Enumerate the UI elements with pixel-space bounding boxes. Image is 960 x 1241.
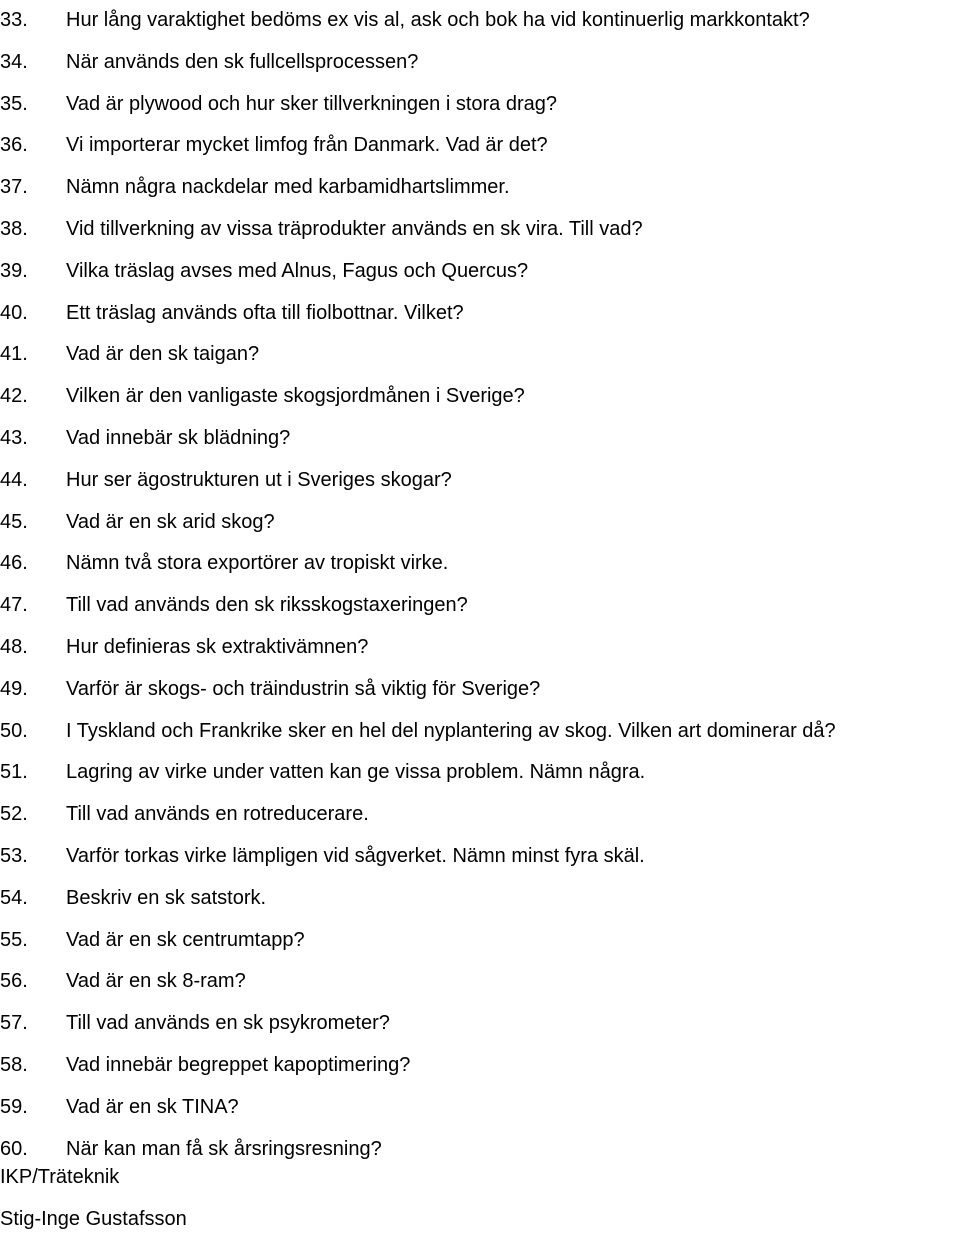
question-text: Lagring av virke under vatten kan ge vissa problem. Nämn några. xyxy=(66,761,646,784)
question-text: Vilken är den vanligaste skogsjordmånen i Sverige? xyxy=(66,385,525,408)
question-text: Vi importerar mycket limfog från Danmark. Vad är det? xyxy=(66,134,548,157)
question-text: Till vad används den sk riksskogstaxeringen? xyxy=(66,594,468,617)
question-text: Vad är plywood och hur sker tillverkningen i stora drag? xyxy=(66,92,557,115)
question-number: 55. xyxy=(0,928,28,951)
question-item xyxy=(0,878,960,920)
question-text: Vad är den sk taigan? xyxy=(66,343,260,366)
question-number: 52. xyxy=(0,803,28,826)
question-text: Vad är en sk centrumtapp? xyxy=(66,928,305,951)
question-item xyxy=(0,418,960,460)
question-number: 35. xyxy=(0,92,28,115)
question-number: 38. xyxy=(0,217,28,240)
question-number: 48. xyxy=(0,635,28,658)
question-item xyxy=(0,460,960,502)
question-text: Vilka träslag avses med Alnus, Fagus och Quercus? xyxy=(66,259,529,282)
question-number: 54. xyxy=(0,886,28,909)
question-number: 36. xyxy=(0,134,28,157)
question-text: Hur ser ägostrukturen ut i Sveriges skogar? xyxy=(66,468,452,491)
question-item xyxy=(0,502,960,544)
question-text: Nämn två stora exportörer av tropiskt virke. xyxy=(66,552,449,575)
question-item xyxy=(0,627,960,669)
question-number: 42. xyxy=(0,385,28,408)
question-text: Ett träslag används ofta till fiolbottnar. Vilket? xyxy=(66,301,464,324)
question-number: 57. xyxy=(0,1012,28,1035)
question-item xyxy=(0,1003,960,1045)
department-label: IKP/Träteknik xyxy=(0,1166,120,1188)
question-item xyxy=(0,794,960,836)
document-footer xyxy=(0,1157,960,1241)
question-item xyxy=(0,293,960,335)
question-number: 39. xyxy=(0,259,28,282)
question-number: 43. xyxy=(0,426,28,449)
question-item xyxy=(0,543,960,585)
author-name: Stig-Inge Gustafsson xyxy=(0,1207,187,1230)
question-item xyxy=(0,209,960,251)
question-item xyxy=(0,1045,960,1087)
question-text: När kan man få sk årsringsresning? xyxy=(66,1137,382,1160)
question-number: 37. xyxy=(0,176,28,199)
question-item xyxy=(0,669,960,711)
question-number: 60. xyxy=(0,1137,28,1160)
question-text: Till vad används en rotreducerare. xyxy=(66,803,369,826)
question-number: 59. xyxy=(0,1095,28,1118)
question-item xyxy=(0,1087,960,1129)
question-number: 51. xyxy=(0,761,28,784)
question-item xyxy=(0,0,960,42)
question-number: 58. xyxy=(0,1053,28,1076)
question-text: Beskriv en sk satstork. xyxy=(66,886,267,909)
question-item xyxy=(0,711,960,753)
question-number: 34. xyxy=(0,50,28,73)
question-item xyxy=(0,125,960,167)
question-item xyxy=(0,334,960,376)
question-text: Hur lång varaktighet bedöms ex vis al, ask och bok ha vid kontinuerlig markkontakt? xyxy=(66,9,810,31)
question-item xyxy=(0,376,960,418)
question-number: 56. xyxy=(0,970,28,993)
question-number: 49. xyxy=(0,677,28,700)
question-item xyxy=(0,84,960,126)
question-text: När används den sk fullcellsprocessen? xyxy=(66,50,419,73)
question-item xyxy=(0,836,960,878)
question-number: 50. xyxy=(0,719,28,742)
question-item xyxy=(0,251,960,293)
question-text: Vad är en sk 8-ram? xyxy=(66,970,246,993)
question-text: I Tyskland och Frankrike sker en hel del nyplantering av skog. Vilken art dominerar då? xyxy=(66,719,836,742)
question-text: Vad är en sk TINA? xyxy=(66,1095,239,1118)
question-item xyxy=(0,42,960,84)
question-number: 44. xyxy=(0,468,28,491)
question-text: Vad innebär sk blädning? xyxy=(66,426,291,449)
question-item xyxy=(0,920,960,962)
question-number: 46. xyxy=(0,552,28,575)
question-item xyxy=(0,752,960,794)
question-text: Varför torkas virke lämpligen vid sågverket. Nämn minst fyra skäl. xyxy=(66,844,645,867)
question-text: Vad innebär begreppet kapoptimering? xyxy=(66,1053,411,1076)
question-item xyxy=(0,167,960,209)
question-text: Till vad används en sk psykrometer? xyxy=(66,1012,390,1035)
question-item xyxy=(0,585,960,627)
question-item xyxy=(0,961,960,1003)
question-text: Vid tillverkning av vissa träprodukter används en sk vira. Till vad? xyxy=(66,217,643,240)
question-number: 33. xyxy=(0,9,28,31)
question-number: 47. xyxy=(0,594,28,617)
question-text: Varför är skogs- och träindustrin så viktig för Sverige? xyxy=(66,677,541,700)
question-number: 41. xyxy=(0,343,28,366)
question-text: Hur definieras sk extraktivämnen? xyxy=(66,635,369,658)
question-text: Vad är en sk arid skog? xyxy=(66,510,275,533)
question-number: 45. xyxy=(0,510,28,533)
question-number: 53. xyxy=(0,844,28,867)
question-number: 40. xyxy=(0,301,28,324)
question-text: Nämn några nackdelar med karbamidhartslimmer. xyxy=(66,176,510,199)
